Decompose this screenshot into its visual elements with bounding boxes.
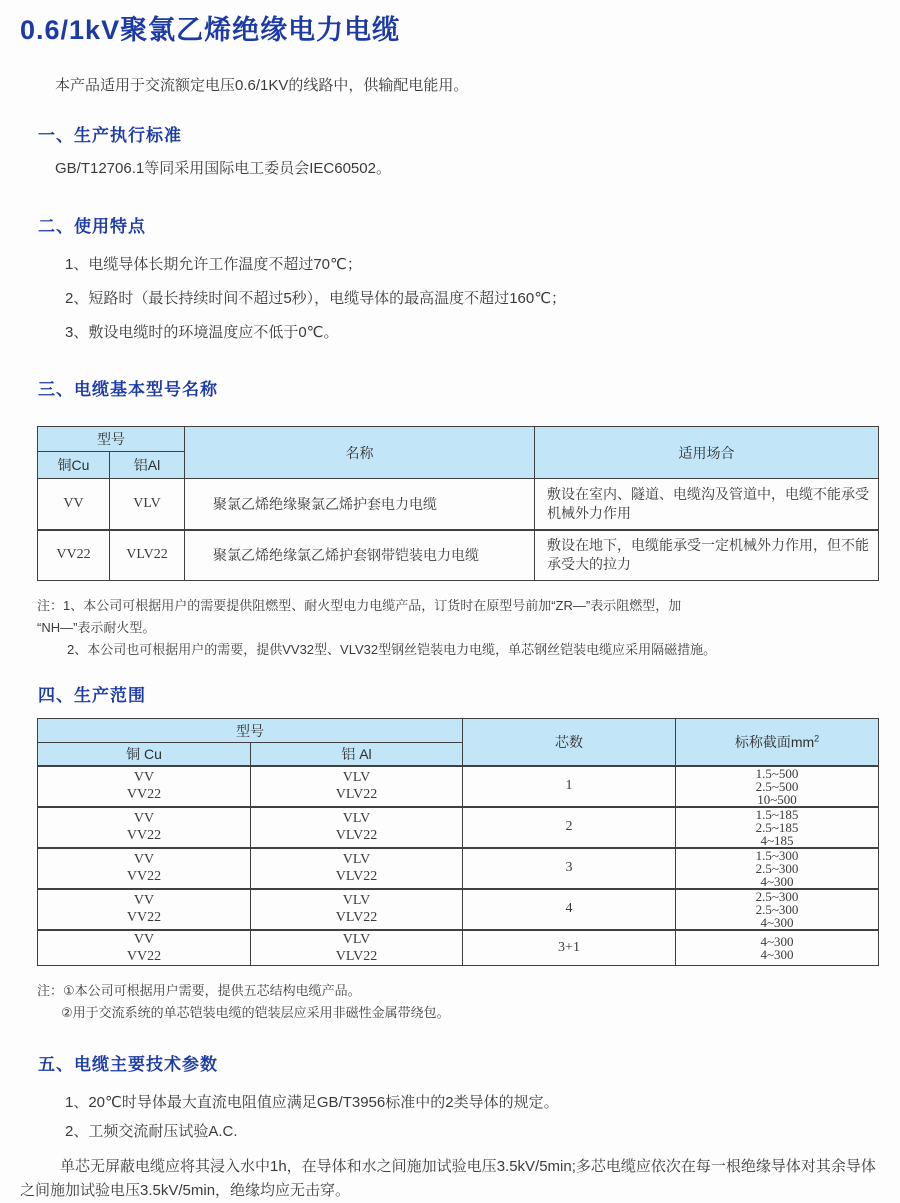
t2-header-cores: 芯数 [463, 719, 676, 766]
t1-application-cell: 敷设在室内、隧道、电缆沟及管道中，电缆不能承受机械外力作用 [535, 479, 879, 530]
feature-item-3: 3、敷设电缆时的环境温度应不低于0℃。 [65, 324, 339, 341]
t2-header-cu: 铜 Cu [38, 743, 251, 766]
note-line: 注：①本公司可根据用户需要，提供五芯结构电缆产品。 [37, 982, 361, 998]
t2-al-cell: VLV VLV22 [251, 930, 463, 966]
t2-cu-cell: VV VV22 [38, 930, 251, 966]
t1-name-cell: 聚氯乙烯绝缘聚氯乙烯护套电力电缆 [185, 479, 535, 530]
t1-header-name: 名称 [185, 427, 535, 479]
t2-al-cell: VLV VLV22 [251, 889, 463, 930]
tech-paragraph: 单芯无屏蔽电缆应将其浸入水中1h，在导体和水之间施加试验电压3.5kV/5min;多芯电缆应依次在每一根绝缘导体对其余导体之间施加试验电压3.5kV/5min，绝缘均应无击穿。 [20, 1157, 876, 1199]
note-line: 2、本公司也可根据用户的需要，提供VV32型、VLV32型钢丝铠装电力电缆，单芯钢丝铠装电缆应采用隔磁措施。 [67, 642, 717, 657]
t2-cu-cell: VV VV22 [38, 807, 251, 848]
page-title: 0.6/1kV聚氯乙烯绝缘电力电缆 [20, 15, 401, 45]
t1-cu-cell: VV [38, 479, 110, 530]
table2-notes [37, 980, 880, 1024]
table-row [38, 530, 879, 581]
t2-al-cell: VLV VLV22 [251, 807, 463, 848]
t1-header-application: 适用场合 [535, 427, 879, 479]
t1-name-cell: 聚氯乙烯绝缘氯乙烯护套钢带铠装电力电缆 [185, 530, 535, 581]
section-heading-2: 二、使用特点 [38, 217, 146, 236]
t1-application-cell: 敷设在地下，电缆能承受一定机械外力作用，但不能承受大的拉力 [535, 530, 879, 581]
feature-item-2: 2、短路时（最长持续时间不超过5秒），电缆导体的最高温度不超过160℃； [65, 290, 567, 307]
t1-al-cell: VLV22 [110, 530, 185, 581]
t2-section-cell: 2.5~300 2.5~300 4~300 [676, 889, 879, 930]
t1-al-cell: VLV [110, 479, 185, 530]
table-row [38, 848, 879, 889]
t1-header-al: 铝Al [110, 452, 185, 479]
t2-cores-cell: 2 [463, 807, 676, 848]
t2-section-cell: 4~300 4~300 [676, 930, 879, 966]
section-heading-4: 四、生产范围 [38, 686, 146, 705]
t2-header-section: 标称截面$mm^2$ [676, 719, 879, 766]
superscript-2: 2 [814, 733, 820, 744]
note-line: “NH—”表示耐火型。 [37, 620, 156, 635]
t2-section-cell: 1.5~300 2.5~300 4~300 [676, 848, 879, 889]
table-row [38, 889, 879, 930]
section-heading-3: 三、电缆基本型号名称 [38, 380, 218, 399]
t2-cores-cell: 3+1 [463, 930, 676, 966]
t2-cores-cell: 3 [463, 848, 676, 889]
note-line: ②用于交流系统的单芯铠装电缆的铠装层应采用非磁性金属带绕包。 [61, 1004, 450, 1020]
note-line: 注：1、本公司可根据用户的需要提供阻燃型、耐火型电力电缆产品，订货时在原型号前加“ZR—”表示阻燃型，加 [37, 598, 682, 613]
feature-item-1: 1、电缆导体长期允许工作温度不超过70℃； [65, 256, 362, 273]
production-range-table [37, 718, 879, 966]
table-row [38, 807, 879, 848]
table-row [38, 766, 879, 807]
table-row [38, 479, 879, 530]
t2-header-al: 铝 Al [251, 743, 463, 766]
section-heading-1: 一、生产执行标准 [38, 126, 182, 145]
t2-al-cell: VLV VLV22 [251, 848, 463, 889]
section-heading-5: 五、电缆主要技术参数 [38, 1054, 218, 1074]
t2-cu-cell: VV VV22 [38, 766, 251, 807]
t2-al-cell: VLV VLV22 [251, 766, 463, 807]
t2-cu-cell: VV VV22 [38, 848, 251, 889]
t1-header-model-group: 型号 [38, 427, 185, 452]
t2-cores-cell: 4 [463, 889, 676, 930]
table-row [38, 930, 879, 966]
t1-header-cu: 铜Cu [38, 452, 110, 479]
tech-item-2: 2、工频交流耐压试验A.C. [65, 1122, 238, 1140]
t2-section-cell: 1.5~500 2.5~500 10~500 [676, 766, 879, 807]
standard-text: GB/T12706.1等同采用国际电工委员会IEC60502。 [55, 160, 391, 177]
t2-cores-cell: 1 [463, 766, 676, 807]
t1-cu-cell: VV22 [38, 530, 110, 581]
model-name-table [37, 426, 879, 581]
t2-section-cell: 1.5~185 2.5~185 4~185 [676, 807, 879, 848]
intro-paragraph: 本产品适用于交流额定电压0.6/1KV的线路中，供输配电能用。 [55, 77, 469, 94]
t2-header-model-group: 型号 [38, 719, 463, 743]
t2-cu-cell: VV VV22 [38, 889, 251, 930]
table1-notes [37, 595, 880, 661]
tech-item-1: 1、20℃时导体最大直流电阻值应满足GB/T3956标准中的2类导体的规定。 [65, 1093, 559, 1111]
